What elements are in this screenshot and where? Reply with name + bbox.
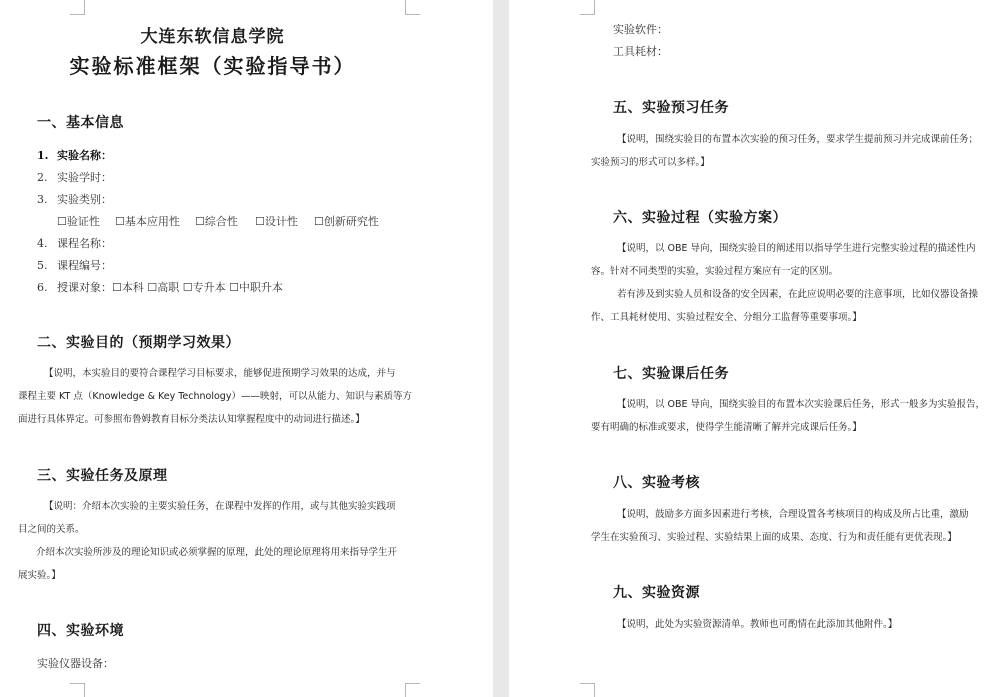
category-option-basic-application[interactable]: ☐基本应用性 [115, 215, 180, 228]
info-item-audience: 6. 授课对象：☐本科 ☐高职 ☐专升本 ☐中职升本 [37, 281, 283, 294]
document-page-left [0, 0, 493, 697]
section-heading-preview: 五、实验预习任务 [613, 100, 729, 116]
objectives-paragraph: 【说明，本实验目的要符合课程学习目标要求，能够促进预期学习效果的达成，并与 课程主要 KT 点（Knowledge & Key Technology）——映射，可以从能力、知识与素质等方 面进行具体界定。可参照布鲁姆教育目标分类法认知掌握程度中的动词进行描述。】 [18, 368, 412, 425]
section-heading-tasks-principles: 三、实验任务及原理 [37, 468, 168, 484]
margin-mark [405, 683, 420, 697]
category-option-comprehensive[interactable]: ☐综合性 [195, 215, 238, 228]
info-item-hours: 2. 实验学时： [37, 171, 112, 184]
info-item-course-name: 4. 课程名称： [37, 237, 112, 250]
section-heading-procedure: 六、实验过程（实验方案） [613, 210, 787, 226]
category-option-verification[interactable]: ☐验证性 [57, 215, 100, 228]
margin-mark [580, 683, 595, 697]
post-class-paragraph: 【说明，以 OBE 导向，围绕实验目的布置本次实验课后任务，形式一般多为实验报告， 要有明确的标准或要求，使得学生能清晰了解并完成课后任务。】 [591, 399, 986, 433]
environment-tools: 工具耗材： [613, 45, 668, 58]
section-heading-assessment: 八、实验考核 [613, 475, 700, 491]
resources-paragraph: 【说明，此处为实验资源清单。教师也可酌情在此添加其他附件。】 [617, 619, 898, 630]
section-heading-basic-info: 一、基本信息 [37, 115, 124, 131]
margin-mark [580, 0, 595, 15]
info-item-category: 3. 实验类别： [37, 193, 112, 206]
tasks-principles-paragraph: 【说明：介绍本次实验的主要实验任务，在课程中发挥的作用，或与其他实验实践项 目之间的关系。 介绍本次实验所涉及的理论知识或必须掌握的原理，此处的理论原理将用来指导学生开 展实验。】 [18, 501, 398, 581]
margin-mark [405, 0, 420, 15]
document-title: 实验标准框架（实验指导书） [69, 54, 356, 78]
info-item-experiment-name: 1. 实验名称： [37, 149, 112, 162]
school-name: 大连东软信息学院 [140, 27, 285, 47]
category-option-design[interactable]: ☐设计性 [255, 215, 298, 228]
section-heading-resources: 九、实验资源 [613, 585, 700, 601]
section-heading-environment: 四、实验环境 [37, 623, 124, 639]
section-heading-objectives: 二、实验目的（预期学习效果） [37, 335, 240, 351]
category-option-innovation[interactable]: ☐创新研究性 [314, 215, 379, 228]
environment-equipment: 实验仪器设备： [37, 657, 114, 670]
assessment-paragraph: 【说明，鼓励多方面多因素进行考核，合理设置各考核项目的构成及所占比重，激励 学生在实验预习、实验过程、实验结果上面的成果、态度、行为和责任能有更优表现。】 [591, 509, 969, 543]
margin-mark [70, 683, 85, 697]
section-heading-post-class: 七、实验课后任务 [613, 366, 729, 382]
info-item-course-code: 5. 课程编号： [37, 259, 112, 272]
procedure-paragraph: 【说明，以 OBE 导向，围绕实验目的阐述用以指导学生进行完整实验过程的描述性内 容。针对不同类型的实验，实验过程方案应有一定的区别。 若有涉及到实验人员和设备的安全因素，在此应说明必要的注意事项，比如仪器设备操 作、工具耗材使用、实验过程安全、分组分工监督等重要事项。】 [591, 243, 979, 323]
preview-paragraph: 【说明，围绕实验目的布置本次实验的预习任务，要求学生提前预习并完成课前任务； 实验预习的形式可以多样。】 [591, 134, 979, 168]
margin-mark [70, 0, 85, 15]
environment-software: 实验软件： [613, 23, 668, 36]
document-page-right [509, 0, 1000, 697]
